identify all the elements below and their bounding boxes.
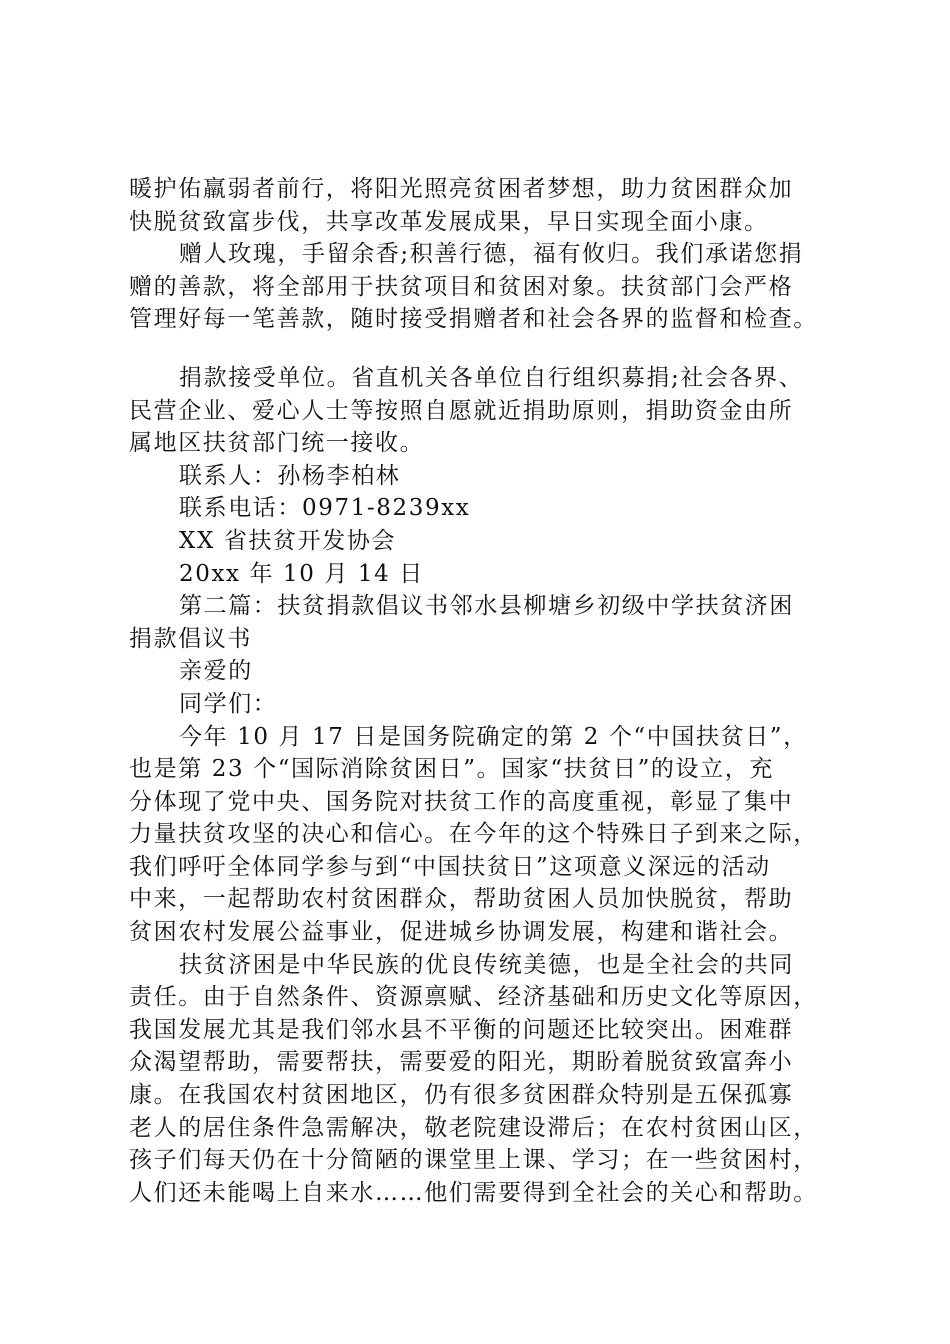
paragraph-gap xyxy=(129,336,849,362)
document-body xyxy=(129,173,849,1209)
salutation: 亲爱的 xyxy=(179,658,253,685)
text-line: 力量扶贫攻坚的决心和信心。在今年的这个特殊日子到来之际， xyxy=(129,821,818,848)
text-line: 人们还未能喝上自来水……他们需要得到全社会的关心和帮助。 xyxy=(129,1179,818,1206)
text-line: 我们呼吁全体同学参与到“中国扶贫日”这项意义深远的活动 xyxy=(129,853,771,880)
text-line: 中来，一起帮助农村贫困群众，帮助贫困人员加快脱贫，帮助 xyxy=(129,886,794,913)
text-line: 孩子们每天仍在十分简陋的课堂里上课、学习；在一些贫困村， xyxy=(129,1147,818,1174)
text-line: 也是第 23 个“国际消除贫困日”。国家“扶贫日”的设立，充 xyxy=(129,756,774,783)
contact-person: 联系人：孙杨李柏林 xyxy=(179,462,401,489)
text-line: 康。在我国农村贫困地区，仍有很多贫困群众特别是五保孤寡 xyxy=(129,1082,794,1109)
salutation-cont: 同学们： xyxy=(179,690,278,717)
text-line: 赠的善款，将全部用于扶贫项目和贫困对象。扶贫部门会严格 xyxy=(129,273,794,300)
text-line: 赠人玫瑰，手留余香;积善行德，福有攸归。我们承诺您捐 xyxy=(179,241,804,268)
contact-phone: 联系电话：0971-8239xx xyxy=(179,495,471,522)
text-line: 管理好每一笔善款，随时接受捐赠者和社会各界的监督和检查。 xyxy=(129,306,818,333)
section-title: 第二篇：扶贫捐款倡议书邻水县柳塘乡初级中学扶贫济困 xyxy=(179,593,794,620)
text-line: 分体现了党中央、国务院对扶贫工作的高度重视，彰显了集中 xyxy=(129,788,794,815)
text-line: 民营企业、爱心人士等按照自愿就近捐助原则，捐助资金由所 xyxy=(129,397,794,424)
text-line: 属地区扶贫部门统一接收。 xyxy=(129,430,425,457)
section-title-cont: 捐款倡议书 xyxy=(129,625,252,652)
text-line: 众渴望帮助，需要帮扶，需要爱的阳光，期盼着脱贫致富奔小 xyxy=(129,1049,794,1076)
text-line: 捐款接受单位。省直机关各单位自行组织募捐;社会各界、 xyxy=(179,364,804,391)
text-line: 老人的居住条件急需解决，敬老院建设滞后；在农村贫困山区， xyxy=(129,1114,818,1141)
text-line: 今年 10 月 17 日是国务院确定的第 2 个“中国扶贫日”， xyxy=(179,723,808,750)
text-line: 暖护佑羸弱者前行，将阳光照亮贫困者梦想，助力贫困群众加 xyxy=(129,176,794,202)
text-line: 快脱贫致富步伐，共享改革发展成果，早日实现全面小康。 xyxy=(129,208,769,235)
organization: XX 省扶贫开发协会 xyxy=(179,527,397,554)
text-line: 扶贫济困是中华民族的优良传统美德，也是全社会的共同 xyxy=(179,951,794,978)
date: 20xx 年 10 月 14 日 xyxy=(179,560,424,587)
text-line: 责任。由于自然条件、资源禀赋、经济基础和历史文化等原因， xyxy=(129,984,818,1011)
text-line: 贫困农村发展公益事业，促进城乡协调发展，构建和谐社会。 xyxy=(129,919,794,946)
text-line: 我国发展尤其是我们邻水县不平衡的问题还比较突出。困难群 xyxy=(129,1016,794,1043)
